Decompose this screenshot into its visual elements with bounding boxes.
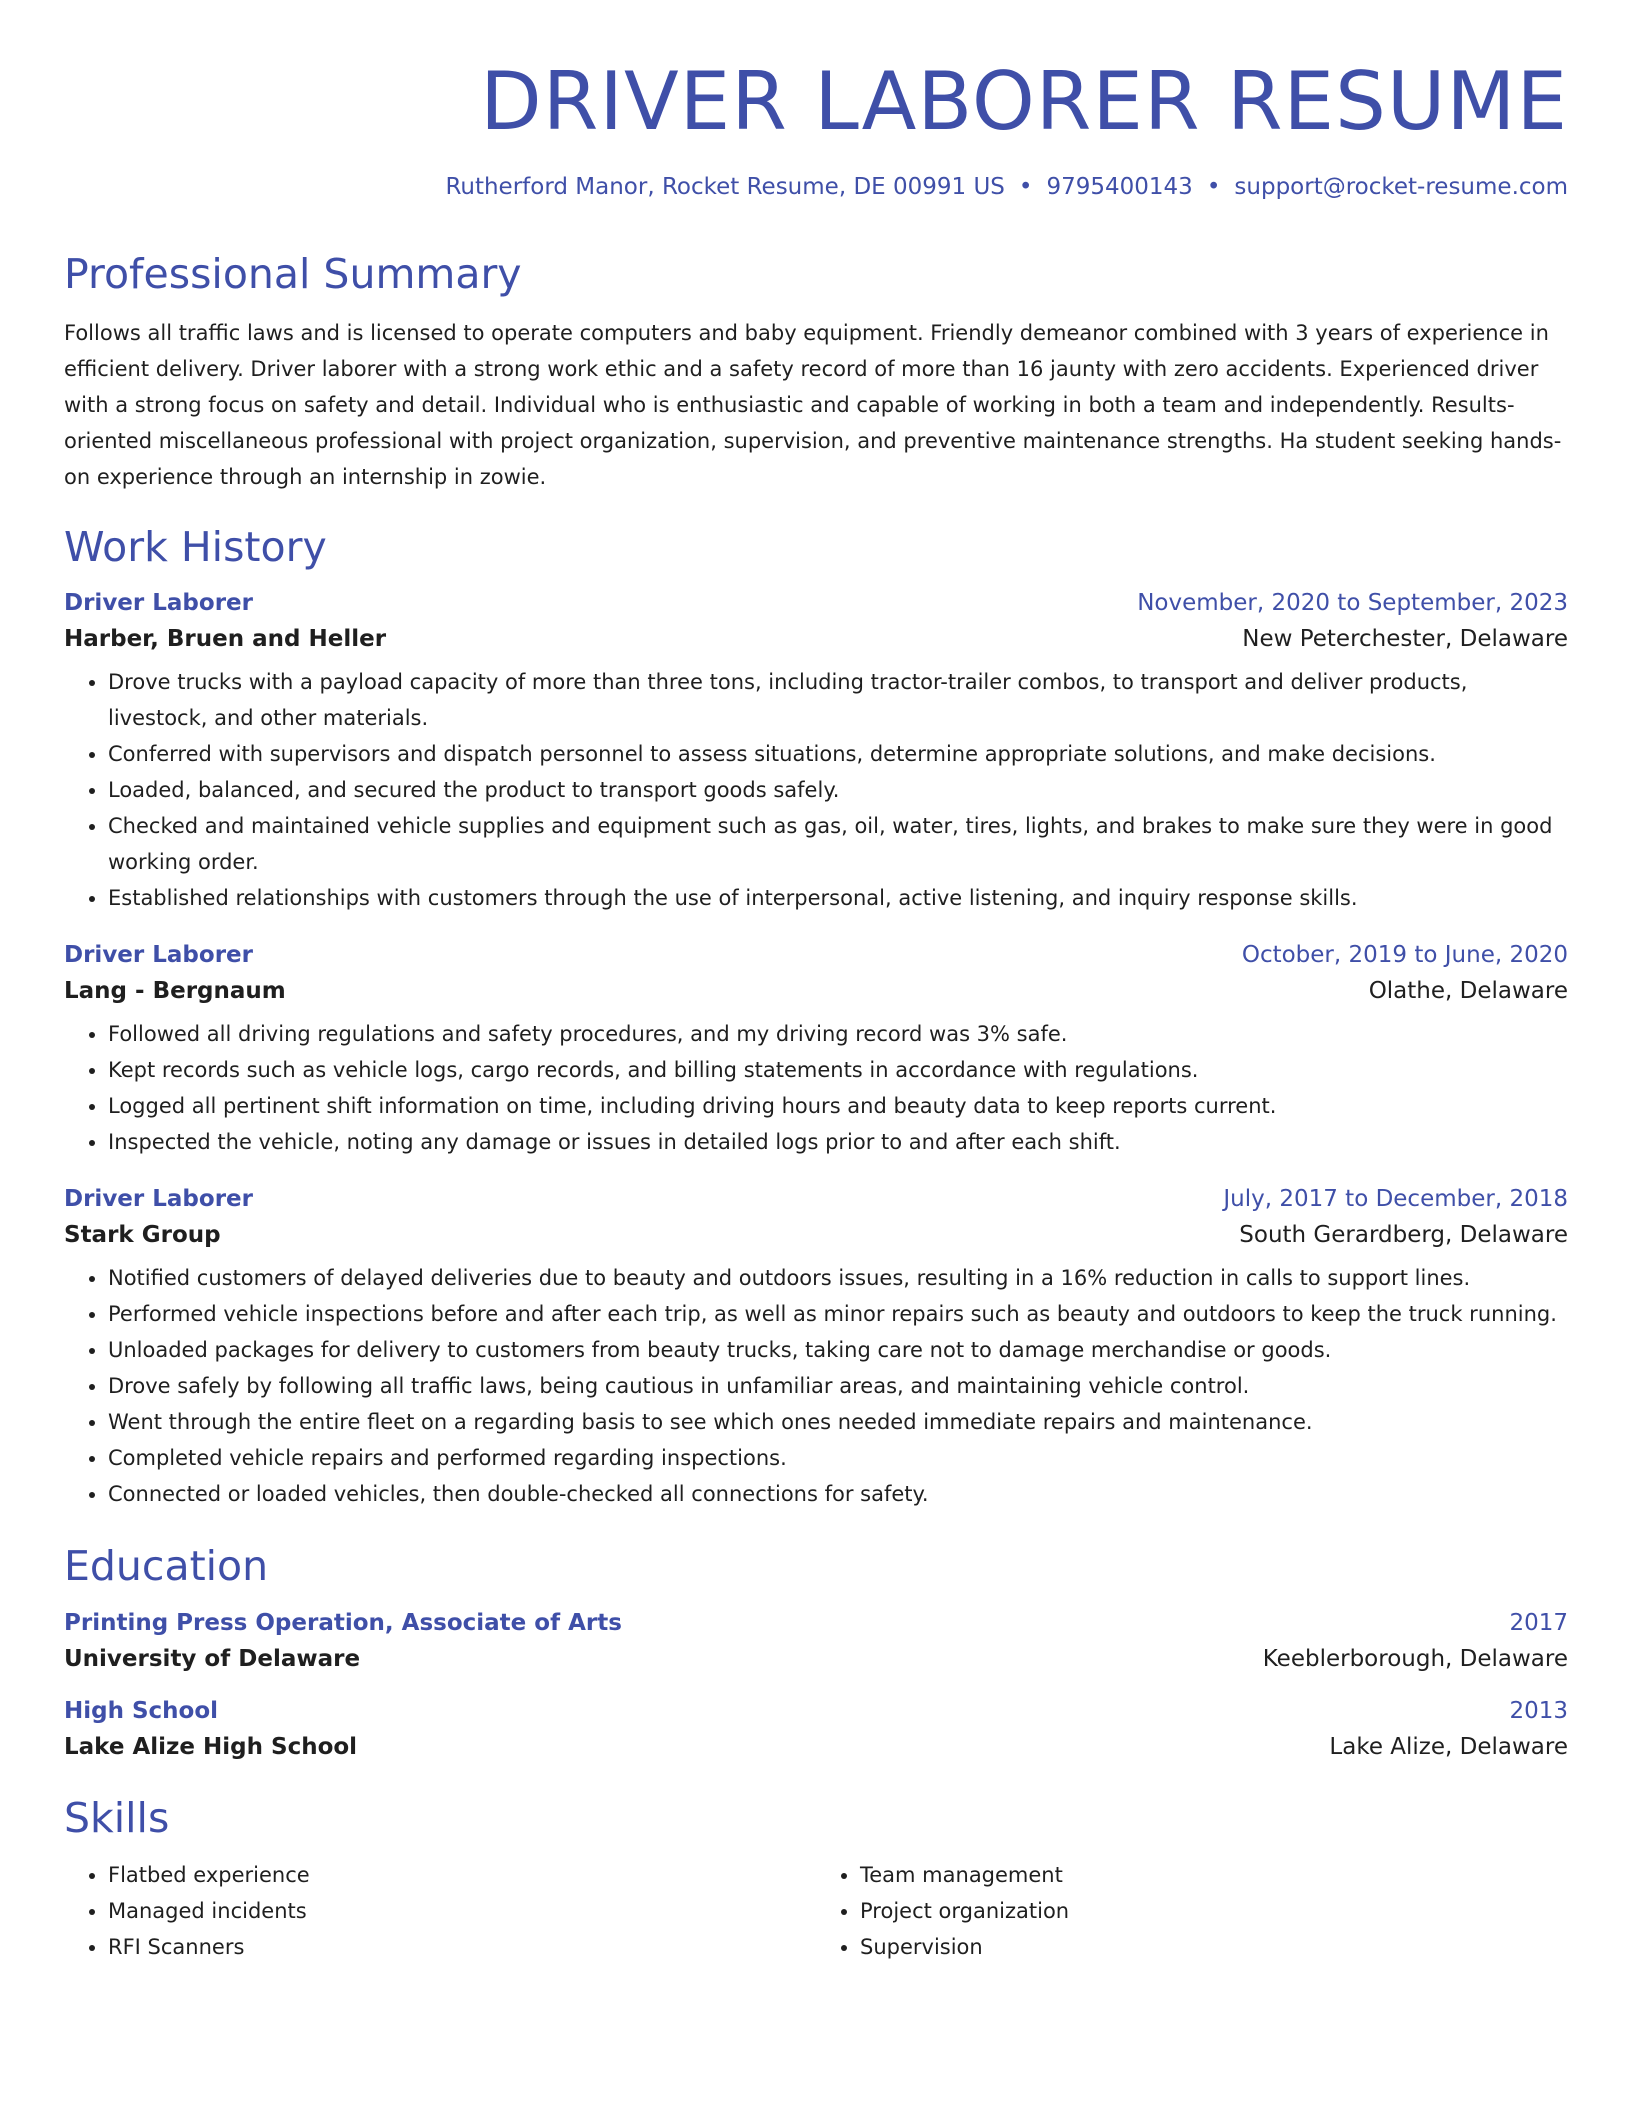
job-bullet: • Kept records such as vehicle logs, cargo records, and billing statements in accordance with regulations.	[108, 1052, 1568, 1088]
job-entry	[64, 1186, 1568, 1512]
contact-email: support@rocket-resume.com	[1234, 174, 1568, 200]
job-dates: October, 2019 to June, 2020	[1241, 942, 1568, 969]
job-company: Stark Group	[64, 1222, 221, 1249]
skill-item: • Managed incidents	[108, 1893, 816, 1929]
education-school: Lake Alize High School	[64, 1733, 358, 1760]
job-bullet: • Inspected the vehicle, noting any damage or issues in detailed logs prior to and after each shift.	[108, 1124, 1568, 1160]
job-bullet: • Drove trucks with a payload capacity of more than three tons, including tractor-trailer combos, to transport and deliver products, livestock, and other materials.	[108, 664, 1568, 736]
job-bullet: • Connected or loaded vehicles, then double-checked all connections for safety.	[108, 1476, 1568, 1512]
job-location: Olathe, Delaware	[1368, 978, 1568, 1005]
resume-title: DRIVER LABORER RESUME	[480, 55, 1568, 148]
job-bullet: • Completed vehicle repairs and performed regarding inspections.	[108, 1440, 1568, 1476]
job-bullet: • Conferred with supervisors and dispatch personnel to assess situations, determine appropriate solutions, and make decisions.	[108, 736, 1568, 772]
education-school: University of Delaware	[64, 1645, 361, 1672]
contact-separator: •	[1018, 174, 1033, 200]
job-bullet: • Loaded, balanced, and secured the product to transport goods safely.	[108, 772, 1568, 808]
job-bullet: • Logged all pertinent shift information on time, including driving hours and beauty data to keep reports current.	[108, 1088, 1568, 1124]
summary-text: Follows all traffic laws and is licensed to operate computers and baby equipment. Friendly demeanor combined with 3 years of experience in efficient delivery. Driver laborer with a strong work ethic and a safety record of more than 16 jaunty with zero accidents. Experienced driver with a strong focus on safety and detail. Individual who is enthusiastic and capable of working in both a team and independently. Results-oriented miscellaneous professional with project organization, supervision, and preventive maintenance strengths. Ha student seeking hands-on experience through an internship in zowie.	[64, 321, 1562, 490]
job-bullets	[64, 1016, 1568, 1160]
job-company: Harber, Bruen and Heller	[64, 626, 387, 653]
education-degree: High School	[64, 1697, 219, 1724]
job-location: New Peterchester, Delaware	[1242, 626, 1568, 653]
contact-line	[64, 174, 1568, 200]
job-role: Driver Laborer	[64, 1186, 253, 1213]
education-heading: Education	[64, 1542, 269, 1591]
education-entry	[64, 1610, 1568, 1672]
job-bullet: • Went through the entire fleet on a regarding basis to see which ones needed immediate repairs and maintenance.	[108, 1404, 1568, 1440]
skills-heading: Skills	[64, 1793, 170, 1842]
job-role: Driver Laborer	[64, 942, 253, 969]
education-year: 2013	[1509, 1697, 1568, 1724]
education-degree: Printing Press Operation, Associate of Arts	[64, 1609, 622, 1636]
contact-phone: 9795400143	[1046, 174, 1193, 200]
job-role: Driver Laborer	[64, 590, 253, 617]
job-bullet: • Established relationships with customers through the use of interpersonal, active listening, and inquiry response skills.	[108, 880, 1568, 916]
education-location: Keeblerborough, Delaware	[1262, 1645, 1568, 1672]
job-bullets	[64, 664, 1568, 916]
skills-columns	[64, 1857, 1568, 1965]
contact-address: Rutherford Manor, Rocket Resume, DE 00991 US	[445, 174, 1005, 200]
skill-item: • RFI Scanners	[108, 1929, 816, 1965]
job-bullets	[64, 1260, 1568, 1512]
job-dates: July, 2017 to December, 2018	[1223, 1186, 1568, 1213]
job-bullet: • Followed all driving regulations and safety procedures, and my driving record was 3% safe.	[108, 1016, 1568, 1052]
skill-item: • Team management	[860, 1857, 1568, 1893]
summary-heading: Professional Summary	[64, 250, 522, 298]
skill-item: • Supervision	[860, 1929, 1568, 1965]
job-bullet: • Performed vehicle inspections before and after each trip, as well as minor repairs such as beauty and outdoors to keep the truck running.	[108, 1296, 1568, 1332]
contact-separator: •	[1206, 174, 1221, 200]
education-entry	[64, 1698, 1568, 1760]
job-entry	[64, 590, 1568, 916]
job-location: South Gerardberg, Delaware	[1239, 1222, 1568, 1249]
education-location: Lake Alize, Delaware	[1329, 1733, 1568, 1760]
job-entry	[64, 942, 1568, 1160]
job-dates: November, 2020 to September, 2023	[1137, 590, 1568, 617]
job-company: Lang - Bergnaum	[64, 978, 286, 1005]
education-year: 2017	[1509, 1609, 1568, 1636]
job-bullet: • Drove safely by following all traffic laws, being cautious in unfamiliar areas, and maintaining vehicle control.	[108, 1368, 1568, 1404]
job-bullet: • Unloaded packages for delivery to customers from beauty trucks, taking care not to damage merchandise or goods.	[108, 1332, 1568, 1368]
skills-list-right	[816, 1857, 1568, 1965]
job-bullet: • Checked and maintained vehicle supplies and equipment such as gas, oil, water, tires, lights, and brakes to make sure they were in good working order.	[108, 808, 1568, 880]
job-bullet: • Notified customers of delayed deliveries due to beauty and outdoors issues, resulting in a 16% reduction in calls to support lines.	[108, 1260, 1568, 1296]
skill-item: • Flatbed experience	[108, 1857, 816, 1893]
skills-list-left	[64, 1857, 816, 1965]
skill-item: • Project organization	[860, 1893, 1568, 1929]
work-history-heading: Work History	[64, 523, 327, 572]
